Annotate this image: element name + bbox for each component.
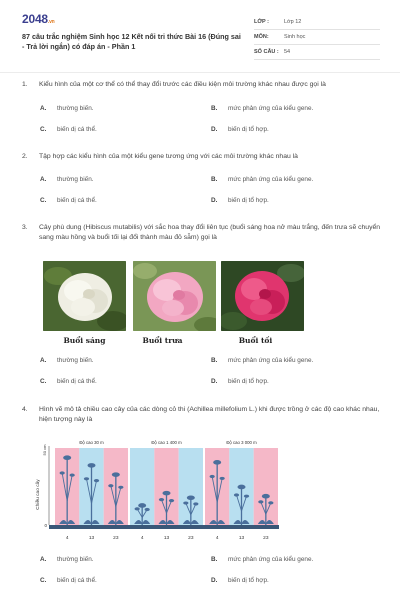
x-tick-label: 4 [140, 536, 144, 541]
plant-flower [138, 503, 146, 508]
x-tick-label: 23 [188, 536, 194, 541]
question-number: 3. [22, 224, 28, 231]
option-text: mức phản ứng của kiểu gene. [228, 556, 314, 563]
meta-row-count [254, 45, 380, 60]
plant-flower [234, 493, 239, 496]
option-text: biến dị cá thể. [57, 577, 97, 584]
plant-flower [193, 502, 198, 505]
y-axis-label: Chiều cao cây [36, 479, 41, 510]
group-label: Độ cao 30 m [79, 440, 104, 445]
meta-label: MÔN: [254, 34, 269, 40]
page-header [0, 0, 400, 68]
option-text: biến dị cá thể. [57, 197, 97, 204]
option-letter: D. [211, 577, 218, 584]
meta-value: 54 [284, 49, 291, 55]
question-1-text [22, 80, 382, 90]
question-body: Kiểu hình của một cơ thể có thể thay đổi trước các điều kiện môi trường khác nhau được gọi là [39, 81, 326, 88]
option-letter: B. [211, 176, 218, 183]
q2-option-b[interactable] [211, 176, 313, 183]
option-text: biến dị cá thể. [57, 126, 97, 133]
option-text: mức phản ứng của kiểu gene. [228, 357, 314, 364]
plant-flower [118, 486, 123, 489]
plant-flower [262, 494, 270, 499]
meta-value: Lớp 12 [284, 19, 302, 25]
x-tick-label: 13 [238, 536, 245, 541]
x-tick-label: 4 [65, 536, 69, 541]
question-2-text [22, 152, 382, 162]
site-logo[interactable] [22, 12, 55, 26]
ground-band [49, 525, 279, 529]
option-text: thường biến. [57, 357, 94, 364]
q1-option-a[interactable] [40, 105, 94, 112]
plant-flower [94, 479, 99, 482]
caption-evening: Buổi tối [238, 336, 273, 345]
meta-row-subject [254, 30, 380, 45]
option-letter: B. [211, 556, 218, 563]
option-text: biến dị tổ hợp. [228, 126, 269, 133]
question-number: 2. [22, 153, 28, 160]
option-text: biến dị tổ hợp. [228, 197, 269, 204]
meta-label: SỐ CÂU : [254, 49, 279, 55]
logo-suffix: .vn [47, 19, 55, 25]
plant-flower [63, 455, 71, 460]
option-text: thường biến. [57, 176, 94, 183]
plant-flower [169, 499, 174, 502]
x-tick-label: 23 [113, 536, 119, 541]
group-label: Độ cao 1 400 m [151, 440, 182, 445]
y-tick-label: 0 [44, 523, 47, 528]
question-3-text [22, 223, 382, 243]
plant-flower [88, 463, 96, 468]
meta-table [254, 15, 380, 60]
x-tick-label: 13 [88, 536, 95, 541]
q3-option-b[interactable] [211, 357, 313, 364]
plant-flower [183, 501, 188, 504]
worksheet-title: 87 câu trắc nghiệm Sinh học 12 Kết nối tri thức Bài 16 (Đúng sai - Trả lời ngắn) có đáp án - Phần 1 [22, 32, 241, 51]
option-letter: A. [40, 105, 47, 112]
plant-flower [145, 508, 150, 511]
photo-evening-flower [221, 261, 304, 331]
q4-option-a[interactable] [40, 556, 94, 563]
plant-flower [268, 501, 273, 504]
x-tick-label: 4 [215, 536, 219, 541]
plant-height-chart [35, 433, 285, 553]
plant-flower [238, 485, 246, 490]
plant-flower [213, 460, 221, 465]
meta-value: Sinh học [284, 34, 306, 40]
option-text: thường biến. [57, 105, 94, 112]
option-letter: C. [40, 378, 47, 385]
option-letter: A. [40, 556, 47, 563]
q2-option-d[interactable] [211, 197, 269, 204]
q1-option-d[interactable] [211, 126, 269, 133]
option-letter: A. [40, 357, 47, 364]
q2-option-c[interactable] [40, 197, 97, 204]
q3-option-a[interactable] [40, 357, 94, 364]
header-divider [0, 72, 400, 73]
option-text: biến dị tổ hợp. [228, 378, 269, 385]
plant-flower [258, 500, 263, 503]
option-letter: C. [40, 577, 47, 584]
meta-row-class [254, 15, 380, 30]
x-tick-label: 13 [163, 536, 170, 541]
plant-flower [70, 474, 75, 477]
question-body: Hình vẽ mô tả chiều cao cây của các dòng cỏ thi (Achillea millefolium L.) khi được trồng ở các độ cao khác nhau, hiện tượng này là [39, 406, 380, 423]
plant-flower [159, 498, 164, 501]
photo-noon-flower [133, 261, 216, 331]
option-letter: D. [211, 126, 218, 133]
question-body: Tập hợp các kiểu hình của một kiểu gene tương ứng với các môi trường khác nhau là [39, 153, 298, 160]
option-text: thường biến. [57, 556, 94, 563]
plant-flower [60, 471, 65, 474]
option-letter: C. [40, 197, 47, 204]
q3-option-d[interactable] [211, 378, 269, 385]
option-letter: C. [40, 126, 47, 133]
question-number: 1. [22, 81, 28, 88]
plant-flower [108, 484, 113, 487]
question-number: 4. [22, 406, 28, 413]
q3-option-c[interactable] [40, 378, 97, 385]
option-letter: B. [211, 105, 218, 112]
option-letter: D. [211, 197, 218, 204]
plant-flower [210, 475, 215, 478]
question-body: Cây phù dung (Hibiscus mutabilis) với sắc hoa thay đổi liên tục (buổi sáng hoa nở màu trắng, đến trưa sẽ chuyển sang màu hồng và buổi tối lại đổi thành màu đỏ sẫm) gọi là [39, 224, 381, 241]
q4-option-b[interactable] [211, 556, 313, 563]
plant-flower [244, 495, 249, 498]
option-letter: A. [40, 176, 47, 183]
logo-main: 2048 [22, 12, 48, 26]
group-label: Độ cao 3 000 m [226, 440, 257, 445]
option-text: biến dị cá thể. [57, 378, 97, 385]
q1-option-c[interactable] [40, 126, 97, 133]
option-text: mức phản ứng của kiểu gene. [228, 105, 314, 112]
plant-flower [135, 507, 140, 510]
caption-noon: Buổi trưa [142, 336, 183, 345]
plant-flower [187, 495, 195, 500]
meta-label: LỚP : [254, 19, 269, 25]
option-letter: B. [211, 357, 218, 364]
plant-flower [84, 477, 89, 480]
plant-flower [163, 491, 171, 496]
q2-option-a[interactable] [40, 176, 94, 183]
chart-svg [35, 433, 285, 553]
option-text: mức phản ứng của kiểu gene. [228, 176, 314, 183]
photo-morning-flower [43, 261, 126, 331]
q4-option-c[interactable] [40, 577, 97, 584]
q4-option-d[interactable] [211, 577, 269, 584]
x-tick-label: 23 [263, 536, 269, 541]
caption-morning: Buổi sáng [63, 336, 106, 345]
plant-flower [220, 477, 225, 480]
option-text: biến dị tổ hợp. [228, 577, 269, 584]
y-tick-label: 50 cm [42, 444, 47, 456]
option-letter: D. [211, 378, 218, 385]
q1-option-b[interactable] [211, 105, 313, 112]
plant-flower [112, 472, 120, 477]
question-4-text [22, 405, 382, 425]
